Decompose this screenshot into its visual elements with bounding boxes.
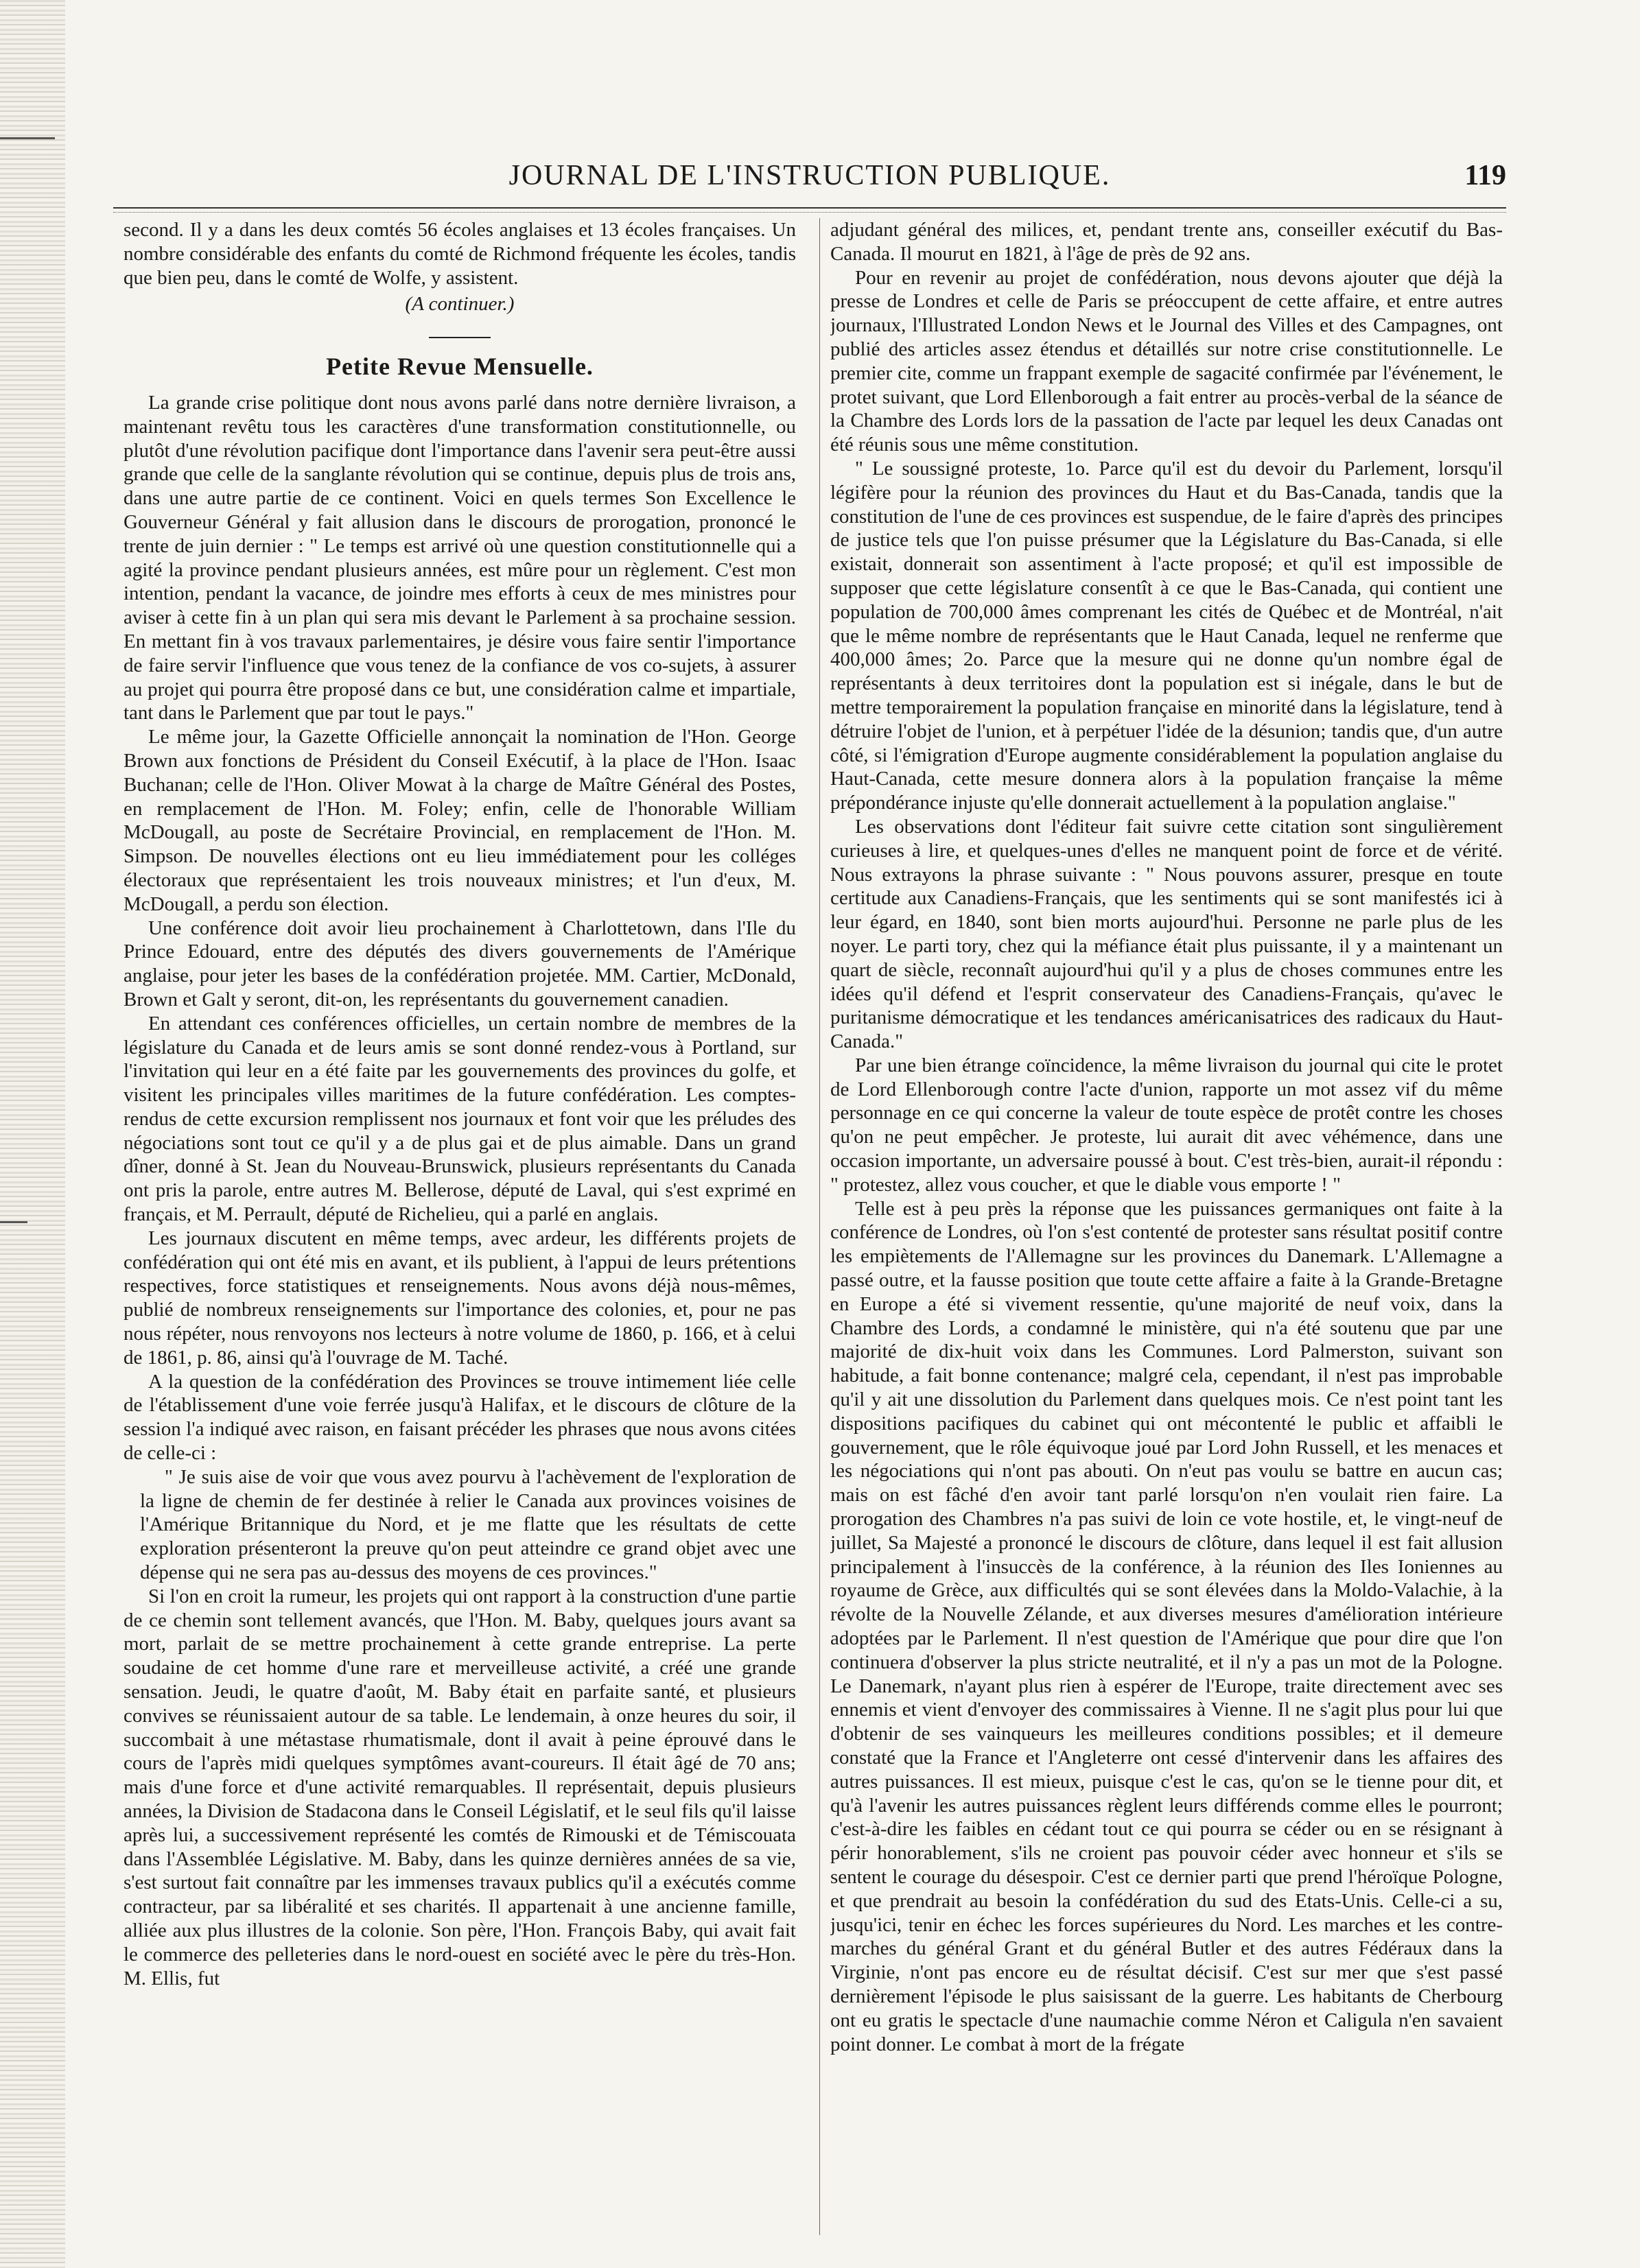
- paragraph: second. Il y a dans les deux comtés 56 écoles anglaises et 13 écoles françaises. Un nombre considérable des enfants du comté de Richmond fréquente les écoles, tandis que bien peu, dans le comté de Wolfe, y assistent.: [124, 219, 796, 289]
- paragraph: Une conférence doit avoir lieu prochainement à Charlottetown, dans l'Ile du Prince Edouard, entre des députés des divers gouvernements de l'Amérique anglaise, pour jeter les bases de la confédération projetée. MM. Cartier, McDonald, Brown et Galt y seront, dit-on, les représentants du gouvernement canadien.: [124, 917, 796, 1011]
- paragraph: Telle est à peu près la réponse que les puissances germaniques ont faite à la conférence de Londres, où l'on s'est contenté de protester sans résultat positif contre les empiètements de l'Allemagne sur les provinces du Danemark. L'Allemagne a passé outre, et la fausse position que toute cette affaire a faite à la Grande-Bretagne en Europe a été si vivement ressentie, qu'une majorité de neuf voix, dans la Chambre des Lords, a condamné le ministère, qui n'a été soutenu que par une majorité de dix-huit voix dans les Communes. Lord Palmerston, suivant son habitude, a fait bonne contenance; malgré cela, cependant, il n'est pas improbable qu'il y ait une dissolution du Parlement dans quelques mois. Ce n'est point tant les dispositions pacifiques du cabinet qui ont mécontenté le public et affaibli le gouvernement, que le rôle équivoque joué par Lord John Russell, et les menaces et les négociations qui n'ont pas abouti. On n'eut pas voulu se battre en aucun cas; mais on est fâché d'en avoir tant parlé lorsqu'on n'en voulait rien faire. La prorogation des Chambres n'a pas suivi de loin ce vote hostile, et, le vingt-neuf de juillet, Sa Majesté a prononcé le discours de clôture, dans lequel il est fait allusion principalement à l'insuccès de la conférence, à la réunion des Iles Ioniennes au royaume de Grèce, aux difficultés qui se sont élevées dans la Moldo-Valachie, à la révolte de la Nouvelle Zélande, et aux diverses mesures d'amélioration intérieure adoptées par le Parlement. Il n'est question de l'Amérique que pour dire que l'on continuera d'observer la plus stricte neutralité, et il n'y a pas un mot de la Pologne. Le Danemark, n'ayant plus rien à espérer de l'Europe, traite directement avec ses ennemis et vient d'envoyer des commissaires à Vienne. Il ne s'agit plus pour lui que d'obtenir de ses vainqueurs les meilleures conditions possibles; et il demeure constaté que la France et l'Angleterre ont cessé d'intervenir dans les affaires des autres puissances. Il est mieux, puisque c'est le cas, qu'on se le tienne pour dit, et qu'à l'avenir les autres puissances règlent leurs différends comme elles le pourront; c'est-à-dire les faibles en cédant tout ce qui pourra se céder ou en se résignant à périr honorablement, s'ils ne croient pas pouvoir céder avec honneur et s'ils se sentent le courage du désespoir. C'est ce dernier parti que prend l'héroïque Pologne, et que prendrait au besoin la confédération du sud des Etats-Unis. Celle-ci a su, jusqu'ici, tenir en échec les forces supérieures du Nord. Les marches et les contre-marches du général Grant et du général Butler et des autres Fédéraux dans la Virginie, n'ont pas encore eu de résultat décisif. C'est sur mer que s'est passé dernièrement l'épisode le plus saisissant de la guerre. Les habitants de Cherbourg ont eu gratis le spectacle d'une naumachie comme Néron et Caligula n'en savaient point donner. Le combat à mort de la frégate: [830, 1197, 1503, 2055]
- paragraph: Le même jour, la Gazette Officielle annonçait la nomination de l'Hon. George Brown aux fonctions de Président du Conseil Exécutif, à la place de l'Hon. Isaac Buchanan; celle de l'Hon. Oliver Mowat à la charge de Maître Général des Postes, en remplacement de l'Hon. M. Foley; enfin, celle de l'honorable William McDougall, au poste de Secrétaire Provincial, en remplacement de l'Hon. M. Simpson. De nouvelles élections ont eu lieu immédiatement pour les colléges électoraux que représentaient les trois nouveaux ministres; et l'un d'eux, M. McDougall, a perdu son élection.: [124, 726, 796, 915]
- right-column: [830, 218, 1503, 2235]
- continuation-note: (A continuer.): [405, 293, 515, 316]
- page-header: [113, 159, 1506, 200]
- paragraph: Les observations dont l'éditeur fait suivre cette citation sont singulièrement curieuses à lire, et quelques-unes d'elles ne manquent point de force et de vérité. Nous extrayons la phrase suivante : " Nous pouvons assurer, presque en toute certitude aux Canadiens-Français, que les sentiments qui se sont manifestés ici à leur égard, en 1840, sont bien morts aujourd'hui. Personne ne parle plus de les noyer. Le parti tory, chez qui la méfiance était plus puissante, il y a maintenant un quart de siècle, reconnaît aujourd'hui qu'il y a plus de choses communes entre les idées qu'il défend et l'esprit conservateur des Canadiens-Français, qu'avec le puritanisme démocratique et les tendances américanisatrices des radicaux du Haut-Canada.": [830, 815, 1503, 1053]
- binding-edge: [0, 0, 65, 2268]
- page-number: 119: [1464, 160, 1506, 191]
- paragraph: adjudant général des milices, et, pendant trente ans, conseiller exécutif du Bas-Canada. Il mourut en 1821, à l'âge de près de 92 ans.: [830, 219, 1503, 265]
- paragraph: La grande crise politique dont nous avons parlé dans notre dernière livraison, a maintenant revêtu tous les caractères d'une transformation constitutionnelle, ou plutôt d'une révolution pacifique dont l'importance dans l'avenir sera peut-être aussi grande que celle de la sanglante révolution qui se continue, depuis plus de trois ans, dans une autre partie de ce continent. Voici en quels termes Son Excellence le Gouverneur Général y fait allusion dans le discours de prorogation, prononcé le trente de juin dernier : " Le temps est arrivé où une question constitutionnelle qui a agité la province pendant plusieurs années, est mûre pour un règlement. C'est mon intention, pendant la vacance, de joindre mes efforts à ceux de mes ministres pour aviser à cette fin à un plan qui sera mis devant le Parlement à sa prochaine session. En mettant fin à vos travaux parlementaires, je désire vous faire sentir l'importance de faire servir l'influence que vous tenez de la confiance de vos co-sujets, à assurer au projet qui pourra être proposé dans ce but, une considération calme et impartiale, tant dans le Parlement que par tout le pays.": [124, 391, 796, 724]
- section-title: Petite Revue Mensuelle.: [326, 353, 594, 381]
- paragraph: En attendant ces conférences officielles, un certain nombre de membres de la législature du Canada et de leurs amis se sont donné rendez-vous à Portland, sur l'invitation qui leur en a été faite par les gouvernements des provinces du golfe, et visitent les principales villes maritimes de la future confédération. Les comptes-rendus de cette excursion remplissent nos journaux et font voir que les préludes des négociations sont tout ce qu'il y a de plus gai et de plus aimable. Dans un grand dîner, donné à St. Jean du Nouveau-Brunswick, plusieurs représentants du Canada ont pris la parole, entre autres M. Bellerose, député de Laval, qui s'est exprimé en français, et M. Perrault, député de Richelieu, qui a parlé en anglais.: [124, 1012, 796, 1226]
- running-title: JOURNAL DE L'INSTRUCTION PUBLIQUE.: [508, 160, 1111, 191]
- edge-mark: [0, 1221, 27, 1223]
- section-separator: [429, 337, 491, 338]
- paragraph: A la question de la confédération des Provinces se trouve intimement liée celle de l'établissement d'une voie ferrée jusqu'à Halifax, et le discours de clôture de la session l'a indiqué avec raison, en faisant précéder les phrases que nous avons citées de celle-ci :: [124, 1370, 796, 1465]
- quoted-paragraph: " Le soussigné proteste, 1o. Parce qu'il est du devoir du Parlement, lorsqu'il légifère pour la réunion des provinces du Haut et du Bas-Canada, tandis que la constitution de l'une de ces provinces est suspendue, de le faire d'après des principes de justice tels que l'on puisse présumer que la Législature du Bas-Canada, si elle existait, donnerait son assentiment à l'acte proposé; et qu'il est impossible de supposer que cette législature consentît à ce que le Bas-Canada, qui contient une population de 700,000 âmes comprenant les cités de Québec et de Montréal, n'ait que le même nombre de représentants que le Haut Canada, lequel ne renferme que 400,000 âmes; 2o. Parce que la mesure qui ne donne qu'un nombre égal de représentants à deux territoires dont la population est si inégale, dans le but de mettre temporairement la population française en minorité dans la législature, tend à détruire l'objet de l'union, et à perpétuer l'idée de la désunion; tandis que, d'un autre côté, si l'émigration d'Europe augmente considérablement la population anglaise du Haut-Canada, cette mesure donnera alors à la population française la même prépondérance injuste qu'elle donnerait actuellement à la population anglaise.": [830, 457, 1503, 814]
- left-column: [124, 218, 796, 2235]
- paragraph: Pour en revenir au projet de confédération, nous devons ajouter que déjà la presse de Londres et celle de Paris se préoccupent de cette affaire, et entre autres journaux, l'Illustrated London News et le Journal des Villes et des Campagnes, ont publié des articles assez étendus et détaillés sur notre crise constitutionnelle. Le premier cite, comme un frappant exemple de sagacité confirmée par l'événement, le protet suivant, que Lord Ellenborough a fait entrer au procès-verbal de la séance de la Chambre des Lords lors de la passation de l'acte par lequel les deux Canadas ont été réunis sous une même constitution.: [830, 266, 1503, 456]
- column-divider: [819, 218, 820, 2235]
- edge-mark: [0, 137, 55, 139]
- header-rule: [113, 207, 1506, 213]
- quoted-paragraph: " Je suis aise de voir que vous avez pourvu à l'achèvement de l'exploration de la ligne de chemin de fer destinée à relier le Canada aux provinces voisines de l'Amérique Britannique du Nord, et je me flatte que les résultats de cette exploration présenteront la preuve qu'on peut atteindre ce grand objet avec une dépense qui ne sera pas au-dessus des moyens de ces provinces.": [140, 1465, 796, 1584]
- paragraph: Par une bien étrange coïncidence, la même livraison du journal qui cite le protet de Lord Ellenborough contre l'acte d'union, rapporte un mot assez vif du même personnage en ce qui concerne la valeur de toute espèce de protêt contre les choses qu'on ne peut empêcher. Je proteste, lui aurait dit avec véhémence, dans une occasion importante, un adversaire poussé à bout. C'est très-bien, aurait-il répondu : " protestez, allez vous coucher, et que le diable vous emporte ! ": [830, 1054, 1503, 1196]
- paragraph: Si l'on en croit la rumeur, les projets qui ont rapport à la construction d'une partie de ce chemin sont tellement avancés, que l'Hon. M. Baby, quelques jours avant sa mort, parlait de se mettre prochainement à cette grande entreprise. La perte soudaine de cet homme d'une rare et merveilleuse activité, a créé une grande sensation. Jeudi, le quatre d'août, M. Baby était en parfaite santé, et plusieurs convives se réunissaient autour de sa table. Le lendemain, à onze heures du soir, il succombait à une métastase rhumatismale, dont il avait à peine éprouvé dans le cours de l'après midi quelques symptômes avant-coureurs. Il était âgé de 70 ans; mais d'une force et d'une activité remarquables. Il représentait, depuis plusieurs années, la Division de Stadacona dans le Conseil Législatif, et le seul fils qu'il laisse après lui, a successivement représenté les comtés de Rimouski et de Témiscouata dans l'Assemblée Législative. M. Baby, dans les quinze dernières années de sa vie, s'est surtout fait connaître par les immenses travaux publics qu'il a exécutés comme contracteur, par sa libéralité et ses charités. Il appartenait à une ancienne famille, alliée aux plus illustres de la colonie. Son père, l'Hon. François Baby, qui avait fait le commerce des pelleteries dans le nord-ouest en société avec le père du très-Hon. M. Ellis, fut: [124, 1585, 796, 1989]
- paragraph: Les journaux discutent en même temps, avec ardeur, les différents projets de confédération qui ont été mis en avant, et ils publient, à l'appui de leurs prétentions respectives, force statistiques et renseignements. Nous avons déjà nous-mêmes, publié de nombreux renseignements sur l'importance des colonies, et, pour ne pas nous répéter, nous renvoyons nos lecteurs à notre volume de 1860, p. 166, et à celui de 1861, p. 86, ainsi qu'à l'ouvrage de M. Taché.: [124, 1227, 796, 1369]
